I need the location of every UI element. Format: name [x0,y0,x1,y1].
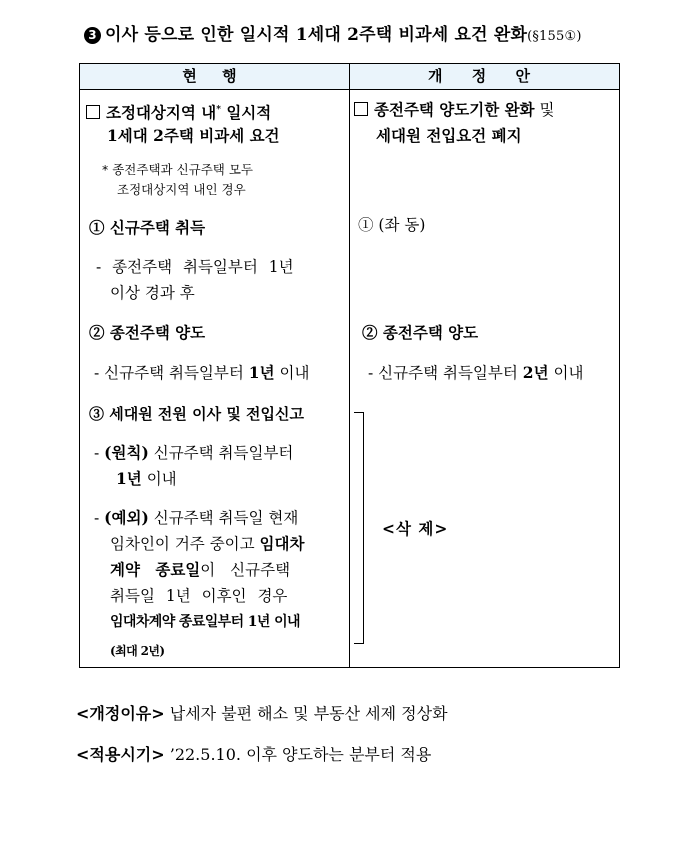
left-item3b-line5: 임대차계약 종료일부터 1년 이내 [110,614,300,630]
reason-text: 납세자 불편 해소 및 부동산 세제 정상화 [169,704,448,723]
apply-label: <적용시기> [76,745,165,764]
right-heading-line2: 세대원 전입요건 폐지 [376,126,522,145]
section-law-reference: (§155①) [527,29,582,44]
left-item1-line2: 이상 경과 후 [110,284,195,302]
right-item1: ① (좌 동) [358,216,426,234]
left-item3b-line4: 취득일 1년 이후인 경우 [110,587,288,605]
left-note-line1: * 종전주택과 신규주택 모두 [102,162,253,177]
left-item3b-line6: (최대 2년) [110,644,165,658]
deletion-bracket [354,412,364,644]
left-item3a-line2: 1년 이내 [116,469,177,488]
section-number-badge: 3 [84,27,101,44]
left-item3-title: ③ 세대원 전원 이사 및 전입신고 [89,405,304,423]
section-title [84,20,582,45]
left-item3b-line1: - (예외) 신규주택 취득일 현재 [94,508,299,527]
apply-text: ’22.5.10. 이후 양도하는 분부터 적용 [169,745,432,764]
left-item2-line: - 신규주택 취득일부터 1년 이내 [94,363,310,382]
header-proposed: 개 정 안 [428,67,542,85]
checkbox-square-icon [86,105,100,119]
checkbox-square-icon [354,102,368,116]
section-title-text: 이사 등으로 인한 일시적 1세대 2주택 비과세 요건 완화 [105,25,528,45]
left-item3a-line1: - (원칙) 신규주택 취득일부터 [94,443,294,462]
header-current: 현 행 [182,67,247,85]
reason-label: <개정이유> [76,704,165,723]
column-divider [349,64,350,667]
footer-apply [76,742,431,765]
left-item2-title: ② 종전주택 양도 [89,323,206,342]
right-item2-line: - 신규주택 취득일부터 2년 이내 [368,363,584,382]
left-item1-line1: - 종전주택 취득일부터 1년 [96,258,294,276]
comparison-table [79,63,620,668]
left-heading-line2: 1세대 2주택 비과세 요건 [107,126,280,145]
right-heading-line1: 종전주택 양도기한 완화 및 [354,98,554,122]
left-item3b-line3: 계약 종료일이 신규주택 [110,560,291,579]
right-item2-title: ② 종전주택 양도 [362,323,479,342]
right-deleted-label: <삭 제> [382,519,449,538]
footer-reason [76,701,448,724]
left-item3b-line2: 임차인이 거주 중이고 임대차 [110,534,305,553]
left-item1-title: ① 신규주택 취득 [89,218,206,237]
left-note-line2: 조정대상지역 내인 경우 [117,182,246,197]
left-heading-line1: 조정대상지역 내* 일시적 [86,98,271,125]
